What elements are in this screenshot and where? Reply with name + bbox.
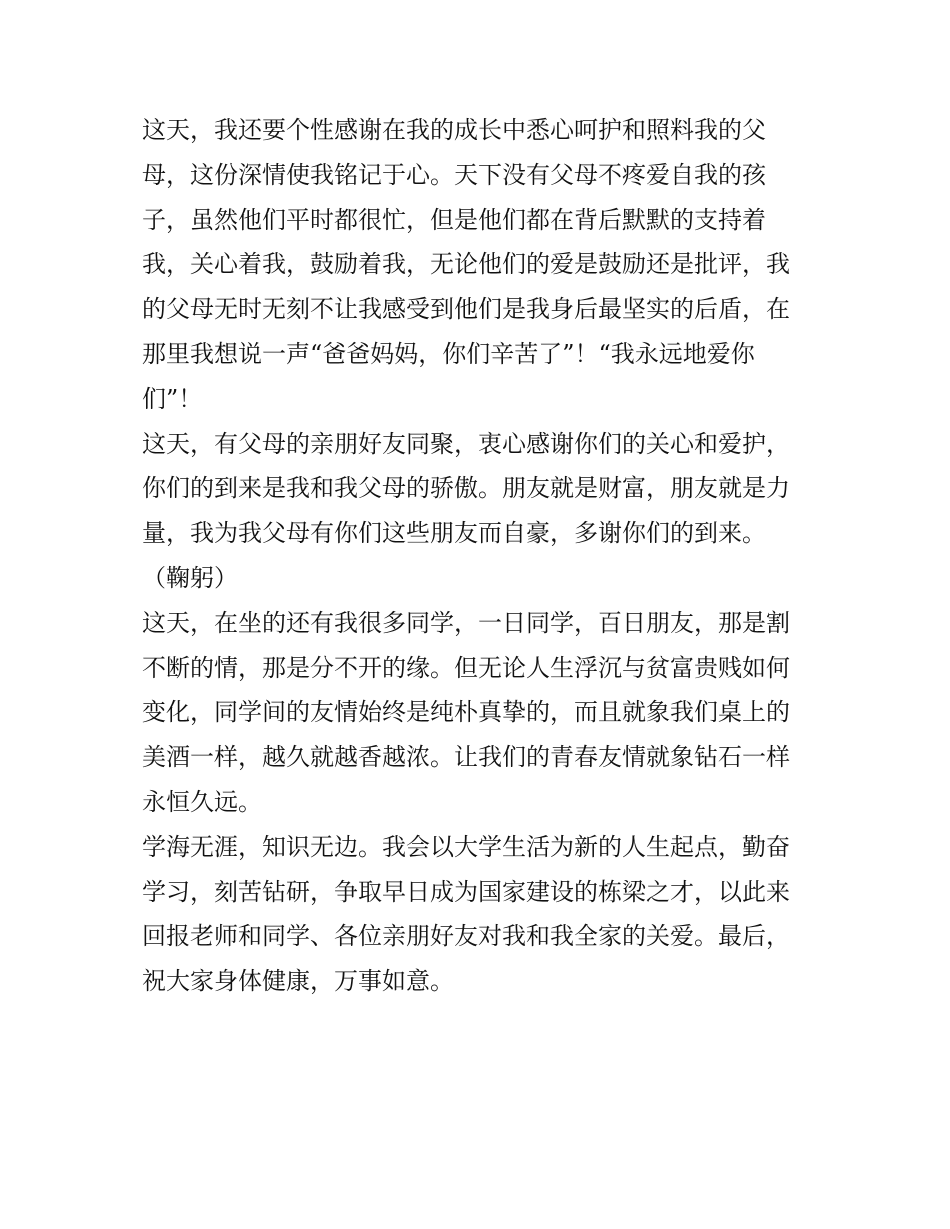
text-line: 学海无涯，知识无边。我会以大学生活为新的人生起点，勤奋: [142, 832, 790, 861]
text-line: 子，虽然他们平时都很忙，但是他们都在背后默默的支持着: [142, 205, 766, 234]
text-line: 祝大家身体健康，万事如意。: [142, 967, 454, 996]
text-line: 学习，刻苦钻研，争取早日成为国家建设的栋梁之才，以此来: [142, 877, 790, 906]
document-body: [142, 108, 818, 1004]
text-line: 母，这份深情使我铭记于心。天下没有父母不疼爱自我的孩: [142, 160, 766, 189]
text-line: 们”！: [142, 384, 203, 413]
paragraph-closing: [142, 825, 818, 1004]
text-line: 不断的情，那是分不开的缘。但无论人生浮沉与贫富贵贱如何: [142, 653, 790, 682]
text-line: 回报老师和同学、各位亲朋好友对我和我全家的关爱。最后，: [142, 922, 790, 951]
text-line: 那里我想说一声“爸爸妈妈，你们辛苦了”！“我永远地爱你: [142, 339, 755, 368]
text-line: 这天，在坐的还有我很多同学，一日同学，百日朋友，那是割: [142, 608, 790, 637]
text-line: 这天，我还要个性感谢在我的成长中悉心呵护和照料我的父: [142, 116, 766, 144]
text-line: 这天，有父母的亲朋好友同聚，衷心感谢你们的关心和爱护，: [142, 429, 790, 458]
paragraph-thanks-parents: [142, 108, 818, 422]
text-line: 美酒一样，越久就越香越浓。让我们的青春友情就象钻石一样: [142, 743, 790, 772]
text-line: 变化，同学间的友情始终是纯朴真挚的，而且就象我们桌上的: [142, 698, 790, 727]
text-line: 量，我为我父母有你们这些朋友而自豪，多谢你们的到来。: [142, 519, 766, 548]
text-line: 永恒久远。: [142, 787, 262, 816]
text-line: （鞠躬）: [142, 563, 238, 592]
text-line: 你们的到来是我和我父母的骄傲。朋友就是财富，朋友就是力: [142, 474, 790, 503]
paragraph-thanks-friends: [142, 422, 818, 601]
text-line: 我，关心着我，鼓励着我，无论他们的爱是鼓励还是批评，我: [142, 250, 790, 279]
paragraph-thanks-classmates: [142, 601, 818, 825]
text-line: 的父母无时无刻不让我感受到他们是我身后最坚实的后盾，在: [142, 295, 790, 324]
